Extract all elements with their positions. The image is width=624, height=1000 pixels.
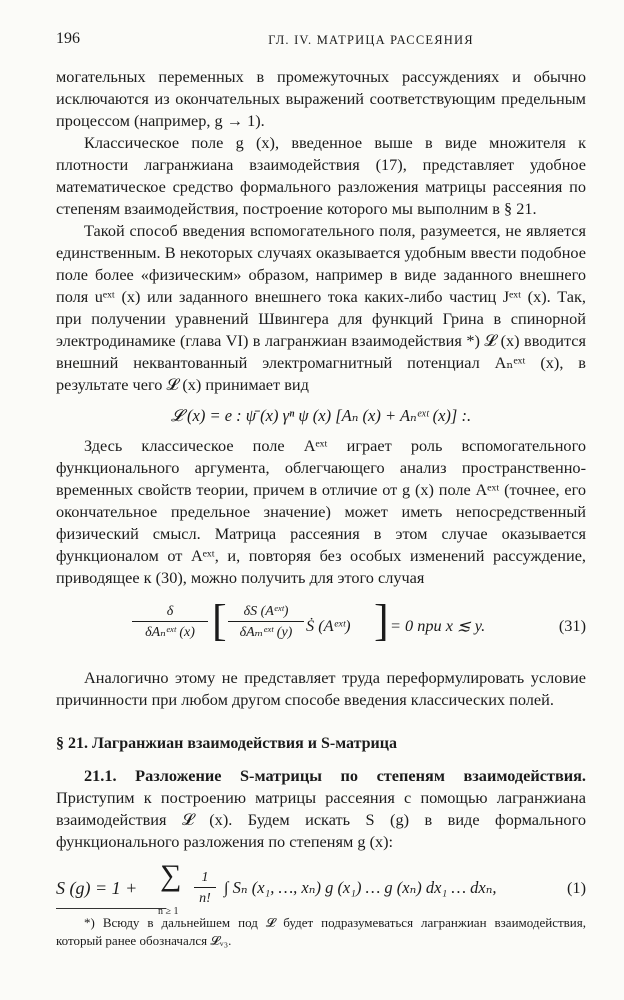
subsection-label: 21.1. Разложение S-матрицы по степеням взаимодействия. <box>84 766 586 785</box>
fraction-1: δ δAₙᵉˣᵗ (x) <box>132 603 208 642</box>
equation-number: (31) <box>558 616 586 635</box>
paragraph: Здесь классическое поле Aᵉˣᵗ играет роль вспомогательного функционального аргумента, облегчающего анализ пространственно-временных свойств теории, причем в отличие от g (x) поле Aᵉˣᵗ (точнее, его окончательное предельное значение) может иметь непосредственный физический смысл. Матрица рассеяния в этом случае оказывается функционалом от Aᵉˣᵗ, и, повторяя без особых изменений рассуждение, приводящее к (30), можно получить для этого случая <box>56 436 586 587</box>
lagrangian-formula: 𝓛 (x) = e : ψ̄ (x) γⁿ ψ (x) [Aₙ (x) + Aₙᵉˣᵗ (x)] :. <box>170 406 472 425</box>
right-bracket: ] <box>374 596 389 645</box>
formula-31-tail: Ṡ (Aᵉˣᵗ) <box>306 616 351 635</box>
footnote-rule <box>56 908 166 909</box>
page-number: 196 <box>56 30 80 47</box>
page-body <box>56 66 586 931</box>
subsection-paragraph <box>56 765 586 853</box>
paragraph: Классическое поле g (x), введенное выше в виде множителя к плотности лагранжиана взаимодействия (17), представляет удобное математическое средство формального разложения матрицы рассеяния по степеням взаимодействия, построение которого мы выполним в § 21. <box>56 133 586 218</box>
fraction-2: δS (Aᵉˣᵗ) δAₘᵉˣᵗ (y) <box>228 603 304 642</box>
section-title: § 21. Лагранжиан взаимодействия и S-матрица <box>56 735 397 752</box>
page-header <box>56 30 586 50</box>
formula-1-lhs: S (g) = 1 + <box>56 878 138 898</box>
formula-1 <box>56 859 586 919</box>
formula-31 <box>56 595 586 657</box>
paragraph: Такой способ введения вспомогательного поля, разумеется, не является единственным. В некоторых случаях оказывается удобным ввести подобное поле более «физическим» образом, например в виде заданного внешнего поля uᵉˣᵗ (x) или заданного внешнего тока каких-либо частиц Jᵉˣᵗ (x). Так, при получении уравнений Швингера для функций Грина в спинорной электродинамике (глава VI) в лагранжиан взаимодействия *) 𝓛 (x) вводится внешний неквантованный электромагнитный потенциал Aₙᵉˣᵗ (x), в результате чего 𝓛 (x) принимает вид <box>56 221 586 394</box>
formula-1-body: ∫ Sₙ (x₁, …, xₙ) g (x₁) … g (xₙ) dx₁ … dxₙ, <box>224 878 497 897</box>
running-head: ГЛ. IV. МАТРИЦА РАССЕЯНИЯ <box>268 33 474 47</box>
paragraph: могательных переменных в промежуточных рассуждениях и обычно исключаются из окончательных выражений соответствующим предельным процессом (например, g → 1). <box>56 67 586 130</box>
sum-sign: ∑ <box>160 859 182 892</box>
equation-number: (1) <box>567 878 586 897</box>
subsection-text: Приступим к построению матрицы рассеяния с помощью лагранжиана взаимодействия 𝓛 (x). Будем искать S (g) в виде формального функционального разложения по степеням g (x): <box>56 788 586 851</box>
left-bracket: [ <box>212 596 227 645</box>
footnote: *) Всюду в дальнейшем под 𝓛 будет подразумеваться лагранжиан взаимодействия, который ранее обозначался 𝓛ᵥ₃. <box>56 915 586 948</box>
paragraph: Аналогично этому не представляет труда переформулировать условие причинности при любом другом способе введения классических полей. <box>56 668 586 709</box>
formula-31-rhs: = 0 при x ≲ y. <box>390 616 486 635</box>
factorial-fraction: $\frac{1}{n!}$ <box>194 869 216 908</box>
sum-index: n ≥ 1 <box>158 906 179 917</box>
